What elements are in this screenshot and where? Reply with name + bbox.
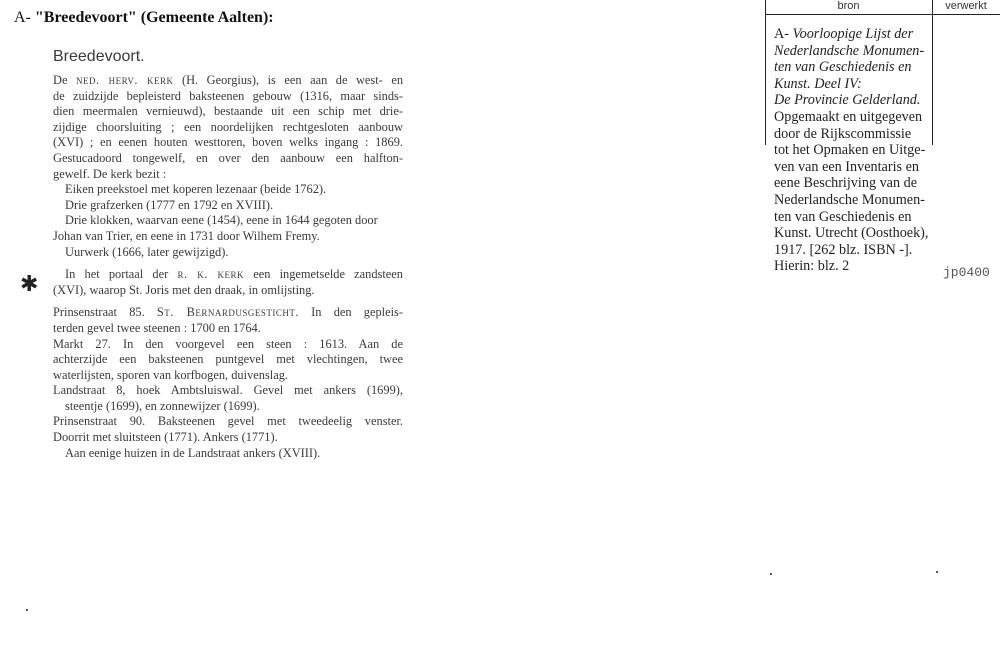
text-line: [53, 73, 403, 89]
text-run: In den gepleis-: [298, 305, 404, 320]
citation-line: ven van een Inventaris en: [774, 158, 919, 175]
text-line: Johan van Trier, en eene in 1731 door Wilhem Fremy.: [53, 228, 320, 243]
citation-line: ten van Geschiedenis en: [774, 59, 912, 76]
citation-line: door de Rijkscommissie: [774, 125, 912, 142]
text-line: dien meermalen vernieuwd), bestaande uit een schip met drie-: [53, 104, 403, 119]
citation-line: Nederlandsche Monumen-: [774, 191, 925, 208]
small-caps-name: St. Bernardusgesticht.: [156, 305, 299, 320]
citation-line: [774, 26, 974, 43]
citation-line: Kunst. Utrecht (Oosthoek),: [774, 225, 929, 242]
citation-line: ten van Geschiedenis en: [774, 208, 912, 225]
citation-line: De Provincie Gelderland.: [774, 92, 921, 109]
heading-prefix: A-: [14, 9, 31, 26]
citation-line: Kunst. Deel IV:: [774, 75, 862, 92]
text-line: Doorrit met sluitsteen (1771). Ankers (1771).: [53, 430, 278, 445]
scan-speck: [936, 571, 938, 573]
text-line: waterlijsten, sporen van korfbogen, duivenslag.: [53, 367, 289, 382]
small-caps-name: ned. herv. kerk: [75, 73, 174, 87]
document-heading: [14, 9, 274, 27]
monument-description: [53, 73, 403, 461]
header-verwerkt: verwerkt: [932, 0, 1000, 15]
text-line: Drie klokken, waarvan eene (1454), eene in 1644 gegoten door: [65, 213, 378, 228]
scan-speck: [26, 609, 28, 611]
text-line: Eiken preekstoel met koperen lezenaar (beide 1762).: [65, 182, 327, 197]
citation-line: Nederlandsche Monumen-: [774, 42, 925, 59]
citation-line: 1917. [262 blz. ISBN -].: [774, 241, 913, 258]
heading-title: "Breedevoort" (Gemeente Aalten):: [34, 9, 274, 26]
text-line: steentje (1699), en zonnewijzer (1699).: [65, 398, 260, 413]
small-caps-name: r. k. kerk: [177, 267, 245, 282]
text-line: (XVI), waarop St. Joris met den draak, in omlijsting.: [53, 282, 315, 297]
citation-line: Hierin: blz. 2: [774, 258, 850, 275]
text-run: De: [53, 73, 76, 87]
text-line: zijdige choorsluiting ; een noordelijken rechtgesloten aanbouw: [53, 119, 403, 134]
section-title: Breedevoort.: [53, 48, 145, 65]
text-run: (H. Georgius), is een aan de west- en: [173, 73, 404, 87]
text-line: Uurwerk (1666, later gewijzigd).: [65, 244, 229, 259]
source-citation: [774, 26, 974, 275]
asterisk-marker-icon: ✱: [20, 272, 39, 297]
text-line: [53, 305, 403, 321]
text-line: Drie grafzerken (1777 en 1792 en XVIII).: [65, 197, 274, 212]
text-run: In het portaal der: [65, 267, 178, 282]
text-line: de zuidzijde bepleisterd baksteenen gebouw (1316, maar sinds-: [53, 88, 403, 103]
citation-line: tot het Opmaken en Uitge-: [774, 142, 926, 159]
text-line: gewelf. De kerk bezit :: [53, 166, 167, 181]
text-line: Landstraat 8, hoek Ambtsluiswal. Gevel met ankers (1699),: [53, 383, 403, 398]
text-run: Prinsenstraat 85.: [53, 305, 157, 320]
header-bron: bron: [765, 0, 932, 15]
citation-prefix: A-: [774, 26, 793, 42]
text-line: Markt 27. In den voorgevel een steen : 1613. Aan de: [53, 336, 403, 351]
text-line: Prinsenstraat 90. Baksteenen gevel met tweedeelig venster.: [53, 414, 403, 429]
text-run: een ingemetselde zandsteen: [244, 267, 403, 282]
scan-speck: [770, 573, 772, 575]
text-line: achterzijde een baksteenen puntgevel met vlechtingen, twee: [53, 352, 403, 367]
text-line: (XVI) ; en eenen houten westtoren, boven welks ingang : 1869.: [53, 135, 403, 150]
text-line: Gestucadoord tongewelf, en over den aanbouw een halfton-: [53, 150, 403, 165]
citation-line: Opgemaakt en uitgegeven: [774, 108, 923, 125]
text-line: terden gevel twee steenen : 1700 en 1764.: [53, 320, 261, 335]
citation-line: eene Beschrijving van de: [774, 175, 918, 192]
citation-title: Voorloopige Lijst der: [792, 26, 914, 42]
text-line: [53, 267, 403, 283]
record-code: jp0400: [943, 265, 990, 280]
text-line: Aan eenige huizen in de Landstraat ankers (XVIII).: [65, 445, 321, 460]
